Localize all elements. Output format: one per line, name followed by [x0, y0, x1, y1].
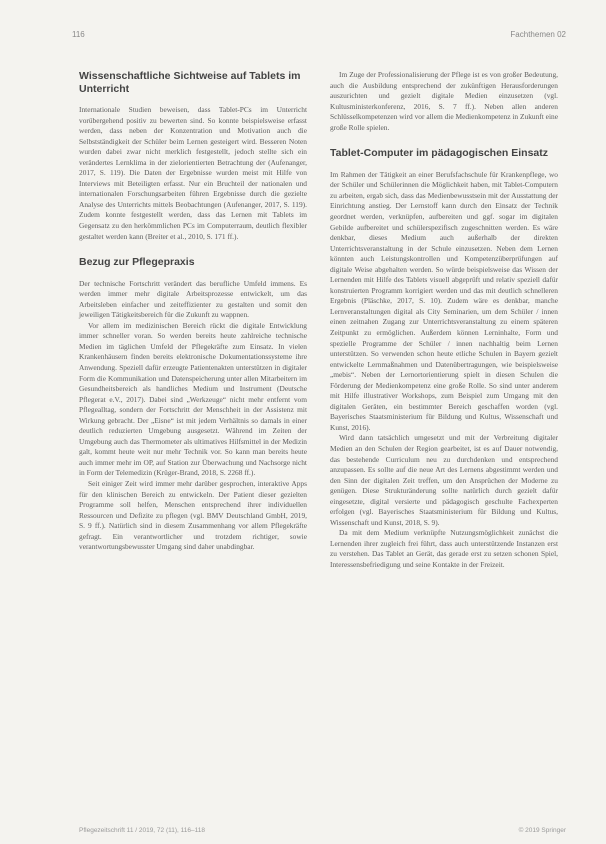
right-column [330, 70, 558, 571]
footer-copyright: © 2019 Springer [518, 827, 566, 834]
body-paragraph: Seit einiger Zeit wird immer mehr darüber gesprochen, interaktive Apps für den klinischen Bereich zu entwickeln. Der Patient dieser gezielten Programme soll helfen, Menschen entsprechend ihrer individuellen Ressourcen und Defizite zu pflegen (vgl. BMV Deutschland GmbH, 2019, S. 9 ff.). Natürlich sind in diesem Zusammenhang vor allem Pflegekräfte gefragt. Ein verantwortlicher und trotzdem richtiger, sowie verantwortungsbewusster Umgang sind daher unabdingbar. [79, 479, 307, 552]
section-gap [79, 242, 307, 256]
journal-section: Fachthemen 02 [510, 30, 566, 39]
footer-citation: Pflegezeitschrift 11 / 2019, 72 (11), 116–118 [79, 827, 205, 834]
left-column [79, 70, 307, 553]
body-paragraph: Da mit dem Medium verknüpfte Nutzungsmöglichkeit zunächst die Lernenden ihrer zugleich frei führt, dass auch unterstützende Instanzen erst zu verstehen. Das Tablet an Gerät, das gerade erst zu setzen schonen Spiel, Interessensbefriedigung und seine Kontakte in der Freizeit. [330, 528, 558, 570]
body-paragraph: Wird dann tatsächlich umgesetzt und mit der Verbreitung digitaler Medien an den Schulen der Region gearbeitet, ist es auf Dauer notwendig, das bestehende Curriculum neu zu durchdenken und entsprechend anzupassen. Es sollte auf die neue Art des Lernens abgestimmt werden und den Sinn der digitalen Zeit treffen, um den Ansprüchen der Moderne zu genügen. Diese Strukturänderung sollte natürlich durch gezielt dafür eingesetzte, digital versierte und pädagogisch geschulte Fachexperten erfolgen (vgl. Bayerisches Staatsministerium für Bildung und Kultus, Wissenschaft und Kunst, 2018, S. 9). [330, 433, 558, 527]
section-heading: Tablet-Computer im pädagogischen Einsatz [330, 147, 548, 160]
running-head [72, 30, 566, 39]
page-footer [79, 827, 566, 834]
page-number: 116 [72, 30, 85, 39]
section-gap [330, 133, 558, 147]
section-heading: Bezug zur Pflegepraxis [79, 256, 195, 269]
body-paragraph: Vor allem im medizinischen Bereich rückt die digitale Entwicklung immer schneller voran. So werden bereits heute zahlreiche technische Medien im täglichen Umfeld der Pflegekräfte zum Einsatz. In vielen Krankenhäusern finden bereits elektronische Dokumentationssysteme ihre Anwendung. Speziell dafür erzeugte Patientenakten unterstützen in digitaler Form die Kommunikation und Datenspeicherung unter allen Mitarbeitern im Gesundheitsbereich als handliches Medium und Instrument (Deutsche Pflegerat e.V., 2017). Dabei sind „Werkzeuge“ nicht mehr entfernt vom Pflegealltag, sondern der Fortschritt der Menschheit in der Assistenz mit Wirkung gebracht. Der „Eisne“ ist mit jedem Verhältnis so damals in einer deutlich reduzierten Umgebung ausgesetzt. Während im Zeiten der Umgebung auch das Thermometer als ultimatives Hilfsmittel in der Medizin galt, kommt heute weit nur mehr Technik vor. So kann man bereits heute auch immer mehr im OP, auf Station zur Überwachung und Nachsorge nicht in Form der Telemedizin (Krüger-Brand, 2018, S. 2268 ff.). [79, 320, 307, 478]
section-heading: Wissenschaftliche Sichtweise auf Tablets im Unterricht [79, 70, 301, 95]
body-paragraph: Im Rahmen der Tätigkeit an einer Berufsfachschule für Krankenpflege, wo der Schüler und Schülerinnen die Möglichkeit haben, mit Tablet-Computern zu arbeiten, ergab sich, dass das Medienbewusstsein mit der Ausstattung der Einrichtung anstieg. Der Lernstoff kann durch den Einsatz der Technik geordnet werden, verknüpfen, aufbereiten und ggf. sogar im digitalen Gebilde aufbereitet und schülerspezifisch zugeschnitten werden. Es wäre denkbar, dieses Medium auch außerhalb der direkten Unterrichtsveranstaltung in der Schule einzusetzen. Neben dem Lernen könnten auch Leistungskontrollen und Kompetenzüberprüfungen auf digitale Weise abgehalten werden. So würde beispielsweise das Wissen der Lernenden mit Hilfe des Tablets visuell abgeprüft und relativ speziell dafür konstruierten Programm korrigiert werden und das mit deutlich schnelleren Ergebnis (Pläschke, 2017, S. 10). Zudem wäre es denkbar, manche Lernveranstaltungen digital als City Seminarien, um dem Schüler / innen einen zeitnahen Zugang zur Unterrichtsveranstaltung zu einem späteren Zeitpunkt zu ermöglichen. Außerdem können Lerninhalte, Form und spezielle Programme der Schüler / innen nachhaltig beim Lernen unterstützen. So verwenden schon heute etliche Schulen in Bayern gezielt entwickelte Lernmaßnahmen und Datenübertragungen, wie beispielsweise „mebis“. Neben der Lernortorientierung spielt in diesen Schulen die Förderung der Medienkompetenz eine große Rolle. So sind unter anderem mit Hilfe illustrativer Workshops, zum Beispiel zum Umgang mit den digitalen Geräten, ein bestimmter Bereich geschaffen worden (vgl. Bayerisches Staatsministerium für Bildung und Kultus, Wissenschaft und Kunst, 2016). [330, 169, 558, 432]
body-paragraph: Der technische Fortschritt verändert das berufliche Umfeld immens. Es werden immer mehr digitale Arbeitsprozesse entwickelt, um das Arbeitsleben einfacher und zeiteffizienter zu gestalten und somit den jeweiligen Tätigkeitsbereich für die Zukunft zu wappnen. [79, 278, 307, 320]
body-paragraph: Internationale Studien beweisen, dass Tablet-PCs im Unterricht vorübergehend positiv zu bewerten sind. So konnte beispielsweise erfasst werden, dass neben der Konzentration und Motivation auch die Selbstständigkeit der Schüler beim Lernen gesteigert wird. Besseren Noten wurden dabei zwar nicht merklich festgestellt, jedoch stellte sich ein verändertes Lernklima in der zielorientierten Betrachtung der (Aufenanger, 2017, S. 119). Die Daten der Ergebnisse wurden meist mit Hilfe von Interviews mit Beteiligten erfasst. Nur ein Bruchteil der nationalen und internationalen Forschungsarbeiten führen Ergebnisse durch die gezielte Analyse des Unterrichts mittels Beobachtungen (Aufenanger, 2017, S. 119). Zudem konnte festgestellt werden, dass das Lernen mit Tablets im Gegensatz zu den herkömmlichen PCs im Computerraum, deutlich flexibler gestaltet werden kann (Breiter et al., 2010, S. 171 ff.). [79, 105, 307, 241]
body-paragraph: Im Zuge der Professionalisierung der Pflege ist es von großer Bedeutung, auch die Ausbildung entsprechend der zukünftigen Herausforderungen auszurichten und gezielt digitale Medien einzusetzen (vgl. Kultusministerkonferenz, 2016, S. 7 ff.). Neben allen anderen Schlüsselkompetenzen wird vor allem die Medienkompetenz in Zukunft eine große Rolle spielen. [330, 70, 558, 132]
